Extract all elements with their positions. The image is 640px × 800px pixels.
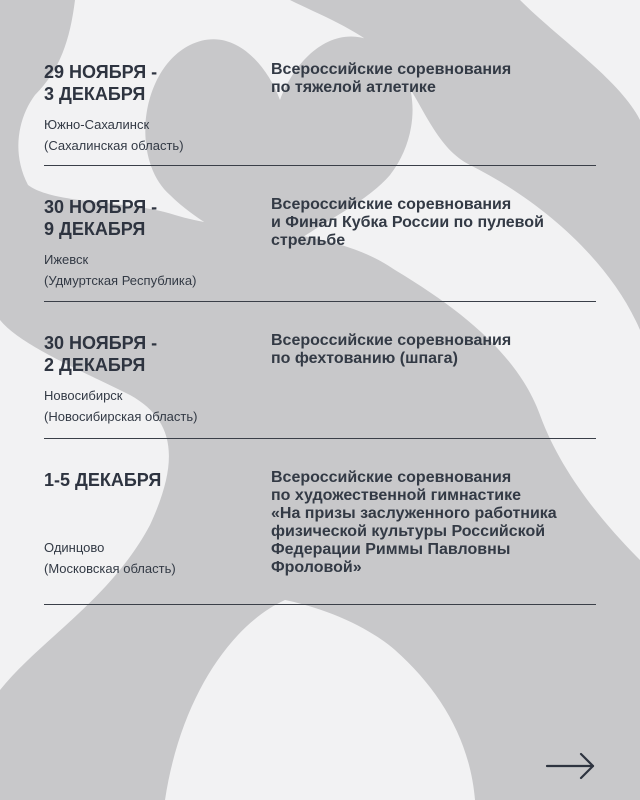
event-region: (Московская область) bbox=[44, 561, 176, 576]
event-date: 1-5 ДЕКАБРЯ bbox=[44, 470, 162, 490]
event-date: 30 НОЯБРЯ - 2 ДЕКАБРЯ bbox=[44, 333, 158, 375]
event-location bbox=[44, 537, 259, 579]
arrow-right-icon[interactable] bbox=[545, 750, 597, 782]
event-location bbox=[44, 385, 259, 427]
event-region: (Сахалинская область) bbox=[44, 138, 184, 153]
event-title: Всероссийские соревнования по тяжелой атлетике bbox=[271, 61, 512, 96]
event-city: Одинцово bbox=[44, 540, 105, 555]
divider bbox=[44, 301, 596, 302]
event-date: 29 НОЯБРЯ - 3 ДЕКАБРЯ bbox=[44, 62, 158, 104]
event-city: Южно-Сахалинск bbox=[44, 117, 150, 132]
event-date: 30 НОЯБРЯ - 9 ДЕКАБРЯ bbox=[44, 197, 158, 239]
event-city: Новосибирск bbox=[44, 388, 123, 403]
divider bbox=[44, 604, 596, 605]
event-location bbox=[44, 114, 259, 156]
event-title: Всероссийские соревнования по художественной гимнастике «На призы заслуженного работника физической культуры Российской Федерации Риммы Павловны Фроловой» bbox=[271, 469, 557, 576]
event-city: Ижевск bbox=[44, 252, 89, 267]
event-title: Всероссийские соревнования и Финал Кубка России по пулевой стрельбе bbox=[271, 196, 544, 249]
divider bbox=[44, 165, 596, 166]
event-region: (Удмуртская Республика) bbox=[44, 273, 197, 288]
event-region: (Новосибирская область) bbox=[44, 409, 198, 424]
event-title: Всероссийские соревнования по фехтованию (шпага) bbox=[271, 332, 512, 367]
event-location bbox=[44, 249, 259, 291]
divider bbox=[44, 438, 596, 439]
